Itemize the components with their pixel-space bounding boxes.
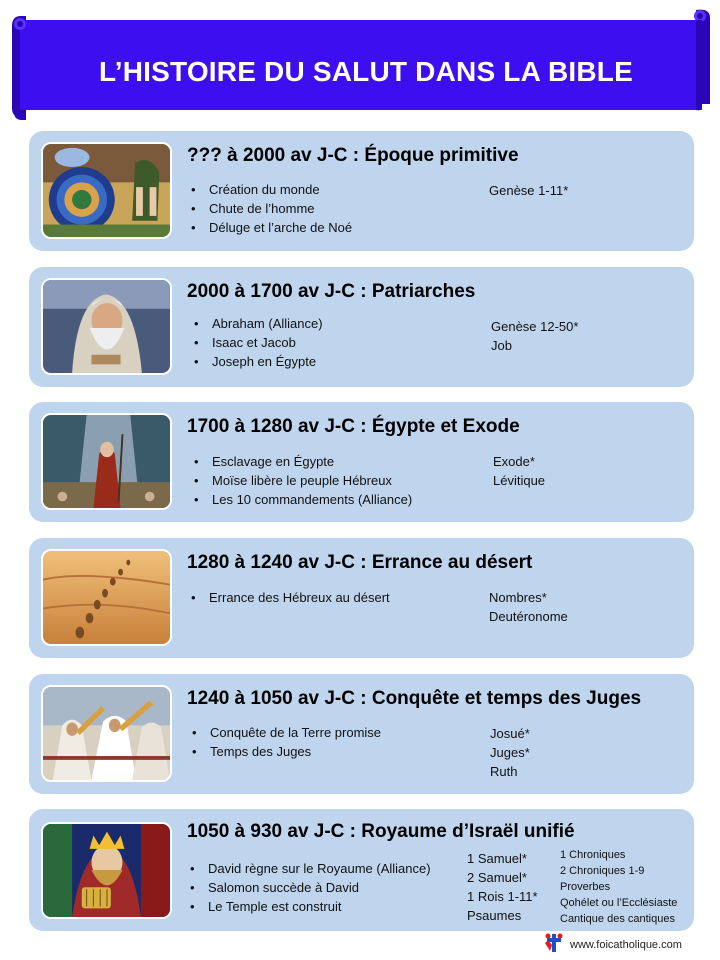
period-card-primitive bbox=[29, 131, 694, 251]
website-link[interactable]: www.foicatholique.com bbox=[570, 939, 682, 951]
events-list bbox=[192, 452, 412, 509]
book-item: Psaumes bbox=[467, 908, 522, 923]
book-item: Deutéronome bbox=[489, 609, 568, 624]
list-item: • Joseph en Égypte bbox=[192, 352, 323, 371]
period-card-exodus bbox=[29, 402, 694, 522]
creation-painting-image bbox=[41, 142, 172, 239]
books-list bbox=[493, 452, 545, 490]
list-item: • Temps des Juges bbox=[190, 742, 381, 761]
book-item: Juges* bbox=[490, 745, 530, 760]
king-david-stained-glass-image bbox=[41, 822, 172, 919]
books-list bbox=[491, 317, 578, 355]
trumpets-jericho-image bbox=[41, 685, 172, 782]
book-item: Exode* bbox=[493, 454, 535, 469]
events-list bbox=[189, 180, 352, 237]
page-title: L’HISTOIRE DU SALUT DANS LA BIBLE bbox=[99, 56, 633, 87]
list-item: • Moïse libère le peuple Hébreux bbox=[192, 471, 412, 490]
events-list bbox=[190, 723, 381, 761]
cross-figures-logo-icon bbox=[544, 933, 564, 958]
book-item: 1 Samuel* bbox=[467, 851, 527, 866]
list-item: • Esclavage en Égypte bbox=[192, 452, 412, 471]
desert-footprints-image bbox=[41, 549, 172, 646]
period-card-desert bbox=[29, 538, 694, 658]
book-item: Job bbox=[491, 338, 512, 353]
period-card-conquest bbox=[29, 674, 694, 794]
period-title: 2000 à 1700 av J-C : Patriarches bbox=[187, 281, 476, 302]
footer bbox=[544, 934, 682, 956]
book-item: Ruth bbox=[490, 764, 518, 779]
books-list bbox=[489, 181, 568, 200]
book-item: Qohélet ou l’Ecclésiaste bbox=[560, 897, 678, 909]
list-item: • Les 10 commandements (Alliance) bbox=[192, 490, 412, 509]
list-item: • Salomon succède à David bbox=[188, 878, 431, 897]
book-item: Cantique des cantiques bbox=[560, 913, 675, 925]
list-item: • Errance des Hébreux au désert bbox=[189, 588, 390, 607]
book-item: Proverbes bbox=[560, 881, 611, 893]
period-title: 1280 à 1240 av J-C : Errance au désert bbox=[187, 552, 533, 573]
book-item: Genèse 12-50* bbox=[491, 319, 579, 334]
books-list-secondary bbox=[560, 847, 677, 927]
list-item: • Création du monde bbox=[189, 180, 352, 199]
period-card-kingdom bbox=[29, 809, 694, 931]
list-item: • Déluge et l’arche de Noé bbox=[189, 218, 352, 237]
events-list bbox=[192, 314, 323, 371]
books-list bbox=[489, 588, 568, 626]
books-list bbox=[467, 849, 538, 925]
list-item: • Isaac et Jacob bbox=[192, 333, 323, 352]
events-list bbox=[189, 588, 390, 607]
book-item: 2 Chroniques 1-9 bbox=[560, 865, 645, 877]
title-banner bbox=[12, 8, 710, 122]
patriarch-portrait-image bbox=[41, 278, 172, 375]
list-item: • Abraham (Alliance) bbox=[192, 314, 323, 333]
books-list bbox=[490, 724, 530, 781]
book-item: 2 Samuel* bbox=[467, 870, 527, 885]
moses-red-sea-image bbox=[41, 413, 172, 510]
period-card-patriarchs bbox=[29, 267, 694, 387]
period-title: 1050 à 930 av J-C : Royaume d’Israël unifié bbox=[187, 821, 575, 842]
book-item: 1 Rois 1-11* bbox=[467, 889, 538, 904]
list-item: • David règne sur le Royaume (Alliance) bbox=[188, 859, 431, 878]
book-item: 1 Chroniques bbox=[560, 849, 626, 861]
book-item: Nombres* bbox=[489, 590, 547, 605]
period-title: 1700 à 1280 av J-C : Égypte et Exode bbox=[187, 416, 520, 437]
book-item: Genèse 1-11* bbox=[489, 183, 569, 198]
book-item: Josué* bbox=[490, 726, 530, 741]
period-title: 1240 à 1050 av J-C : Conquête et temps des Juges bbox=[187, 688, 642, 709]
list-item: • Chute de l’homme bbox=[189, 199, 352, 218]
list-item: • Le Temple est construit bbox=[188, 897, 431, 916]
events-list bbox=[188, 859, 431, 916]
list-item: • Conquête de la Terre promise bbox=[190, 723, 381, 742]
period-title: ??? à 2000 av J-C : Époque primitive bbox=[187, 145, 519, 166]
book-item: Lévitique bbox=[493, 473, 546, 488]
